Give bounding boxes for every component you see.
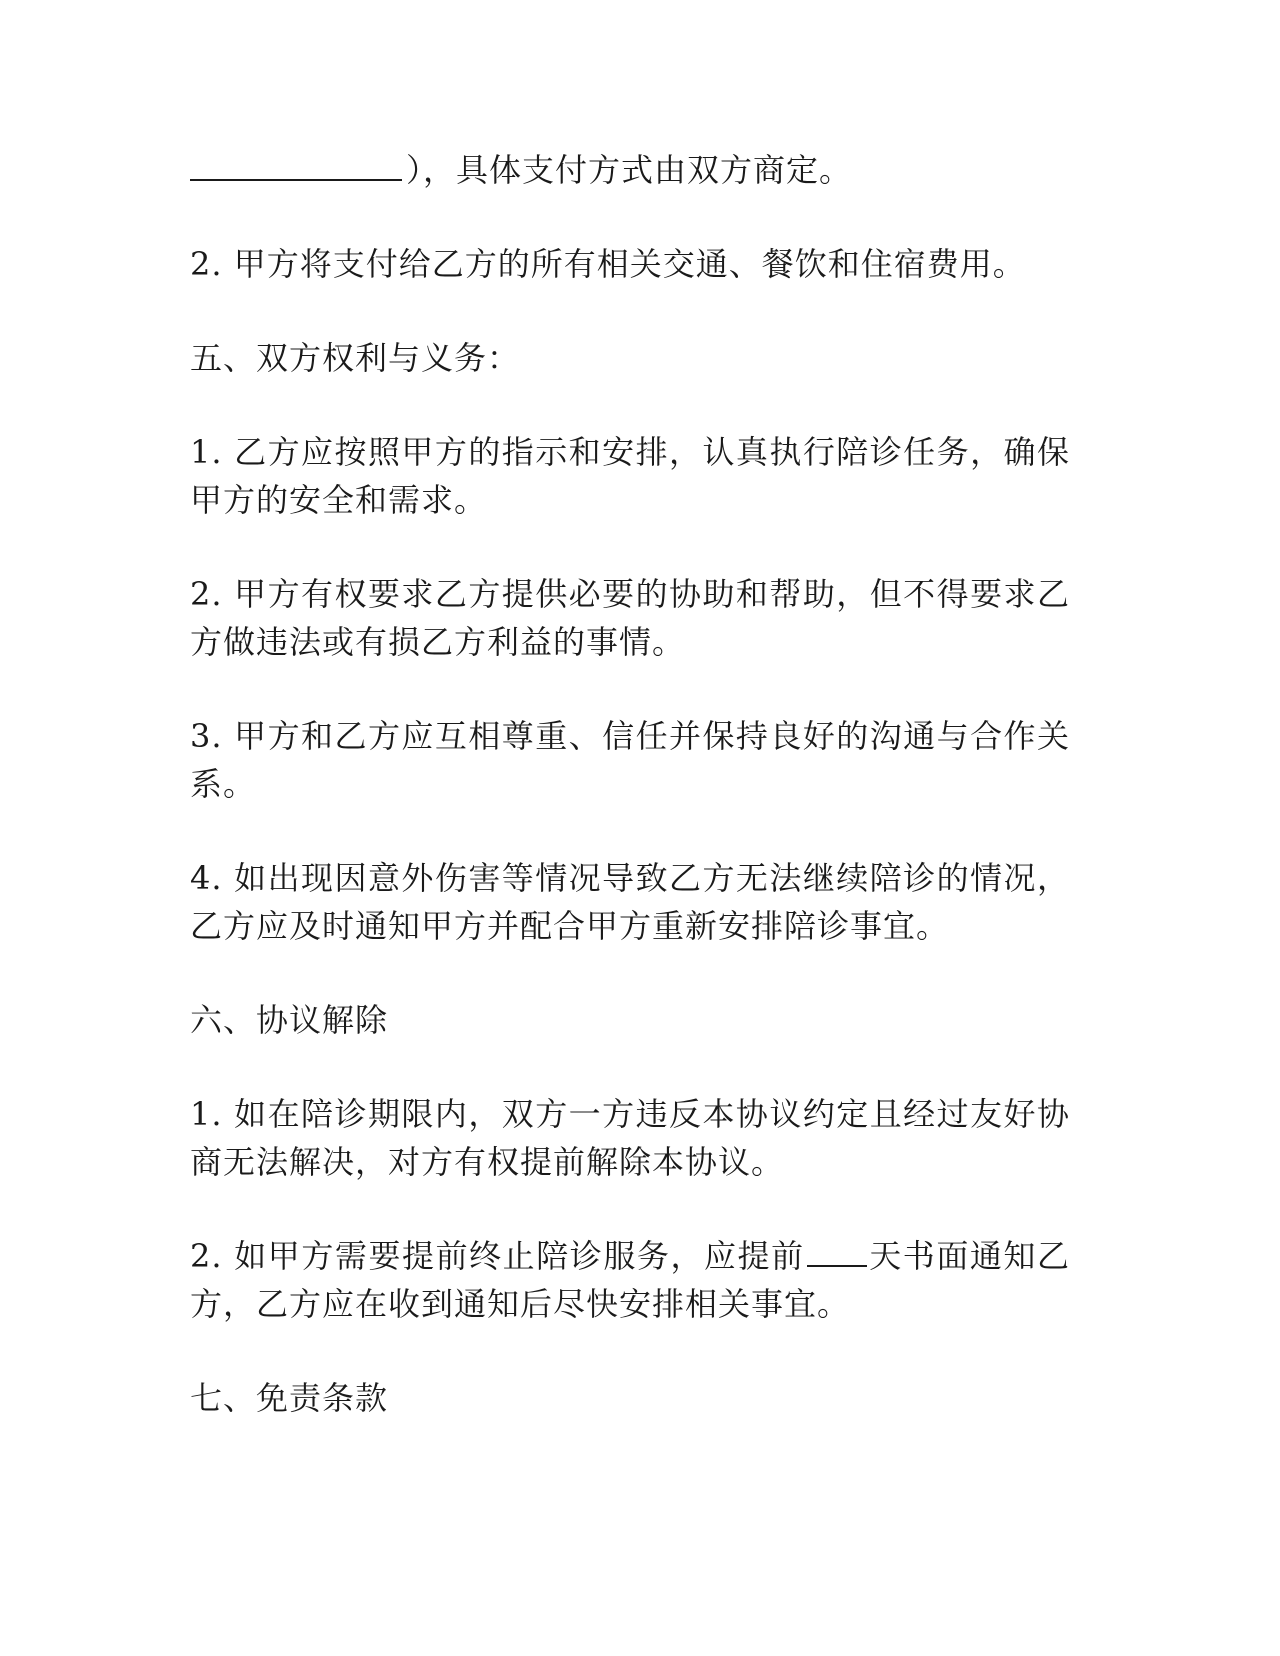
document-page [190,146,1070,1422]
section-5-item-4: 4. 如出现因意外伤害等情况导致乙方无法继续陪诊的情况，乙方应及时通知甲方并配合甲方重新安排陪诊事宜。 [190,859,1070,945]
section-7-heading: 七、免责条款 [190,1379,389,1417]
section-6-heading: 六、协议解除 [190,1001,389,1039]
amount-blank [190,149,402,181]
payment-method-text: ），具体支付方式由双方商定。 [406,151,853,189]
days-blank [807,1235,867,1267]
section-5-item-3: 3. 甲方和乙方应互相尊重、信任并保持良好的沟通与合作关系。 [190,717,1070,803]
section-6-item-2 [190,1232,1070,1328]
expenses-clause: 2. 甲方将支付给乙方的所有相关交通、餐饮和住宿费用。 [190,245,1026,283]
section-5-heading: 五、双方权利与义务： [190,339,521,377]
notice-suffix: 天书面通知乙方，乙方应在收到通知后尽快安排相关事宜。 [190,1237,1070,1323]
section-6-item-1: 1. 如在陪诊期限内，双方一方违反本协议约定且经过友好协商无法解决，对方有权提前解除本协议。 [190,1095,1070,1181]
section-5-item-2: 2. 甲方有权要求乙方提供必要的协助和帮助，但不得要求乙方做违法或有损乙方利益的事情。 [190,575,1070,661]
notice-prefix: 2. 如甲方需要提前终止陪诊服务，应提前 [190,1237,805,1275]
section-5-item-1: 1. 乙方应按照甲方的指示和安排，认真执行陪诊任务，确保甲方的安全和需求。 [190,433,1070,519]
payment-method-line [190,146,1070,194]
